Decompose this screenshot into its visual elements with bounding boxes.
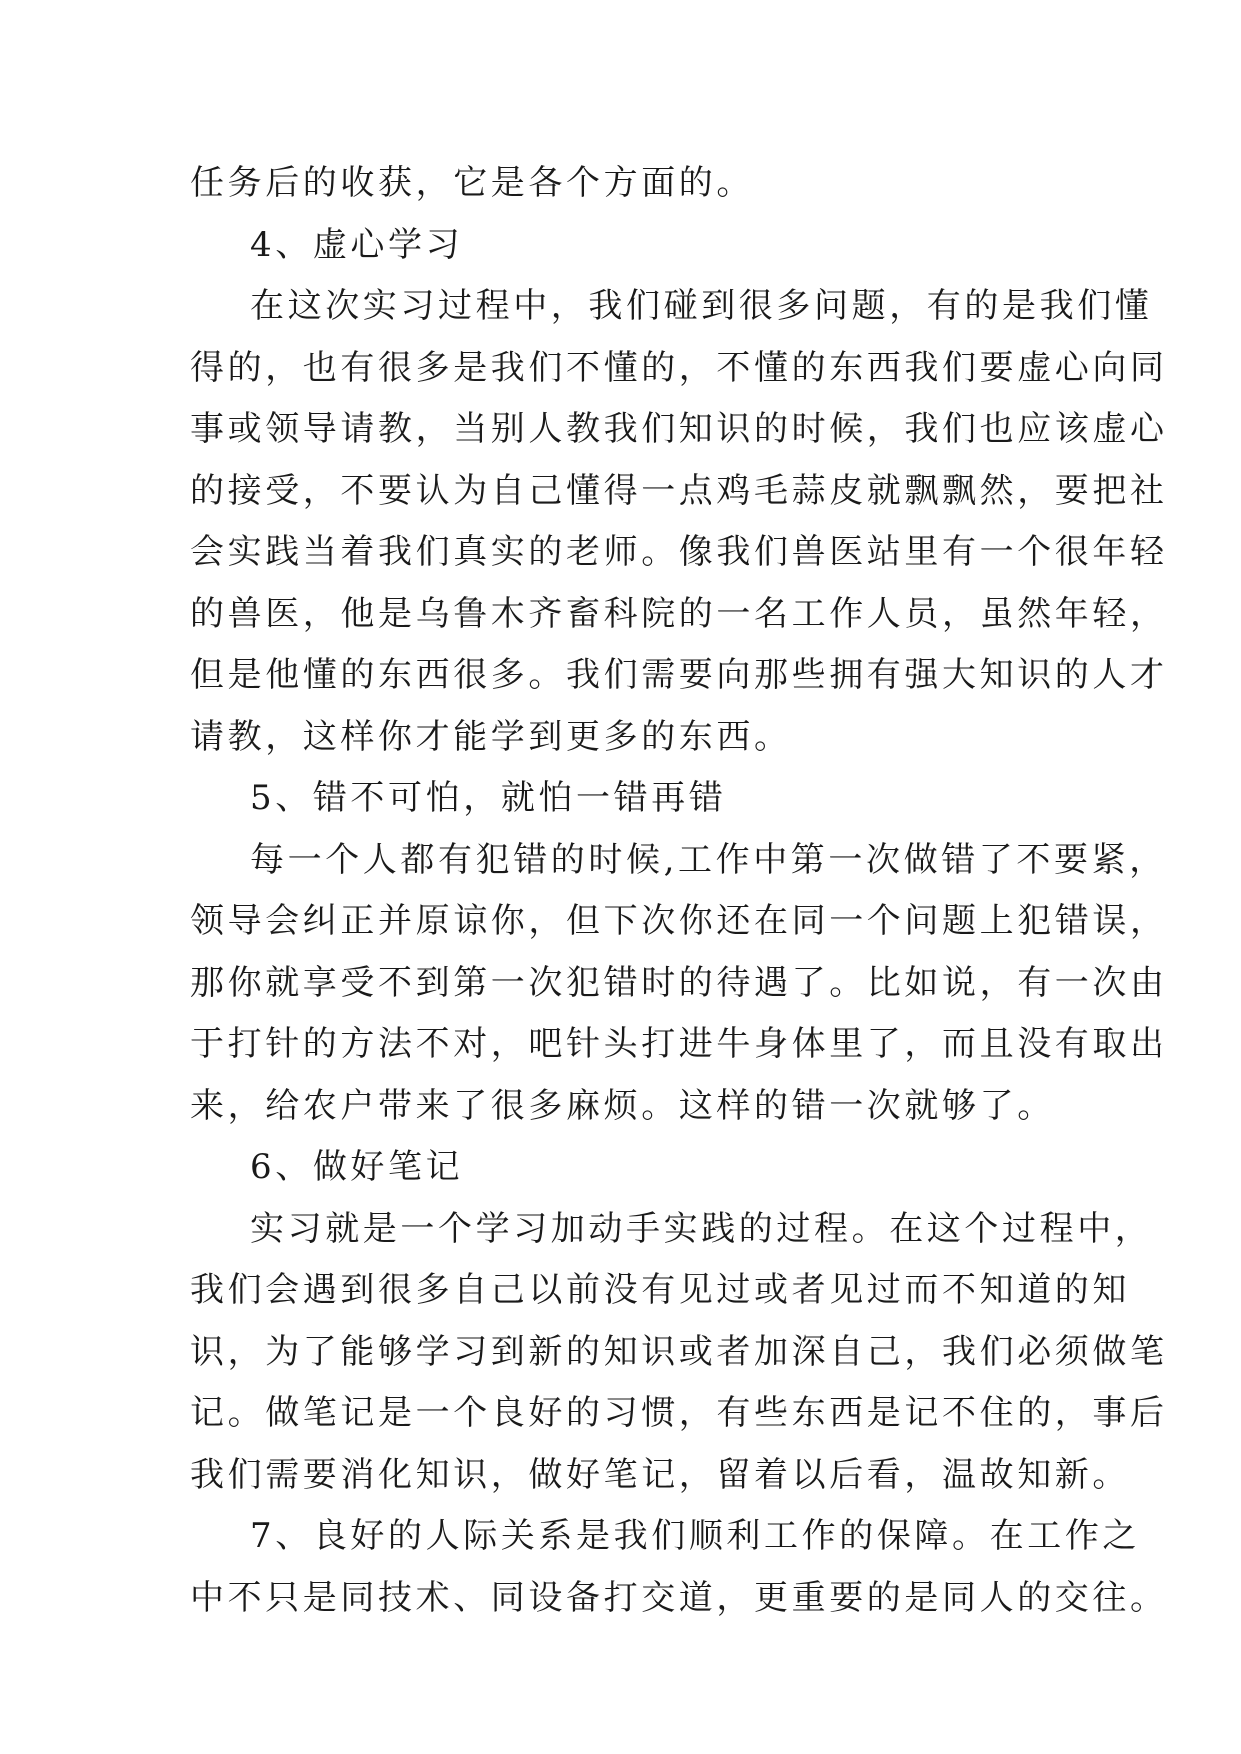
- text-line: 来，给农户带来了很多麻烦。这样的错一次就够了。: [190, 1085, 1055, 1126]
- text-line: 领导会纠正并原谅你，但下次你还在同一个问题上犯错误，: [190, 901, 1168, 941]
- text-line: 请教，这样你才能学到更多的东西。: [190, 716, 792, 757]
- text-line: 会实践当着我们真实的老师。像我们兽医站里有一个很年轻: [190, 532, 1168, 572]
- text-line: 中不只是同技术、同设备打交道，更重要的是同人的交往。: [190, 1577, 1168, 1618]
- text-line: 识，为了能够学习到新的知识或者加深自己，我们必须做笔: [190, 1331, 1168, 1372]
- paragraph-start-line: 5、错不可怕，就怕一错再错: [250, 778, 727, 818]
- text-line: 的接受，不要认为自己懂得一点鸡毛蒜皮就飘飘然，要把社: [190, 470, 1168, 511]
- paragraph-start-line: 4、虚心学习: [250, 224, 464, 265]
- text-line: 记。做笔记是一个良好的习惯，有些东西是记不住的，事后: [190, 1393, 1168, 1433]
- text-line: 但是他懂的东西很多。我们需要向那些拥有强大知识的人才: [190, 655, 1168, 695]
- paragraph-start-line: 6、做好笔记: [250, 1147, 464, 1187]
- text-line: 事或领导请教，当别人教我们知识的时候，我们也应该虚心: [190, 409, 1168, 449]
- paragraph-start-line: 实习就是一个学习加动手实践的过程。在这个过程中，: [250, 1208, 1153, 1249]
- text-line: 我们需要消化知识，做好笔记，留着以后看，温故知新。: [190, 1454, 1130, 1495]
- text-line: 那你就享受不到第一次犯错时的待遇了。比如说，有一次由: [190, 962, 1168, 1003]
- paragraph-start-line: 7、良好的人际关系是我们顺利工作的保障。在工作之: [250, 1516, 1141, 1556]
- paragraph-start-line: 在这次实习过程中，我们碰到很多问题，有的是我们懂: [250, 286, 1153, 326]
- text-line: 任务后的收获，它是各个方面的。: [190, 163, 754, 203]
- text-line: 于打针的方法不对，吧针头打进牛身体里了，而且没有取出: [190, 1024, 1168, 1064]
- text-line: 我们会遇到很多自己以前没有见过或者见过而不知道的知: [190, 1270, 1130, 1310]
- text-line: 得的，也有很多是我们不懂的，不懂的东西我们要虚心向同: [190, 347, 1168, 388]
- paragraph-start-line: 每一个人都有犯错的时候,工作中第一次做错了不要紧，: [250, 839, 1167, 880]
- document-body: [190, 153, 1168, 1629]
- text-line: 的兽医，他是乌鲁木齐畜科院的一名工作人员，虽然年轻，: [190, 593, 1168, 634]
